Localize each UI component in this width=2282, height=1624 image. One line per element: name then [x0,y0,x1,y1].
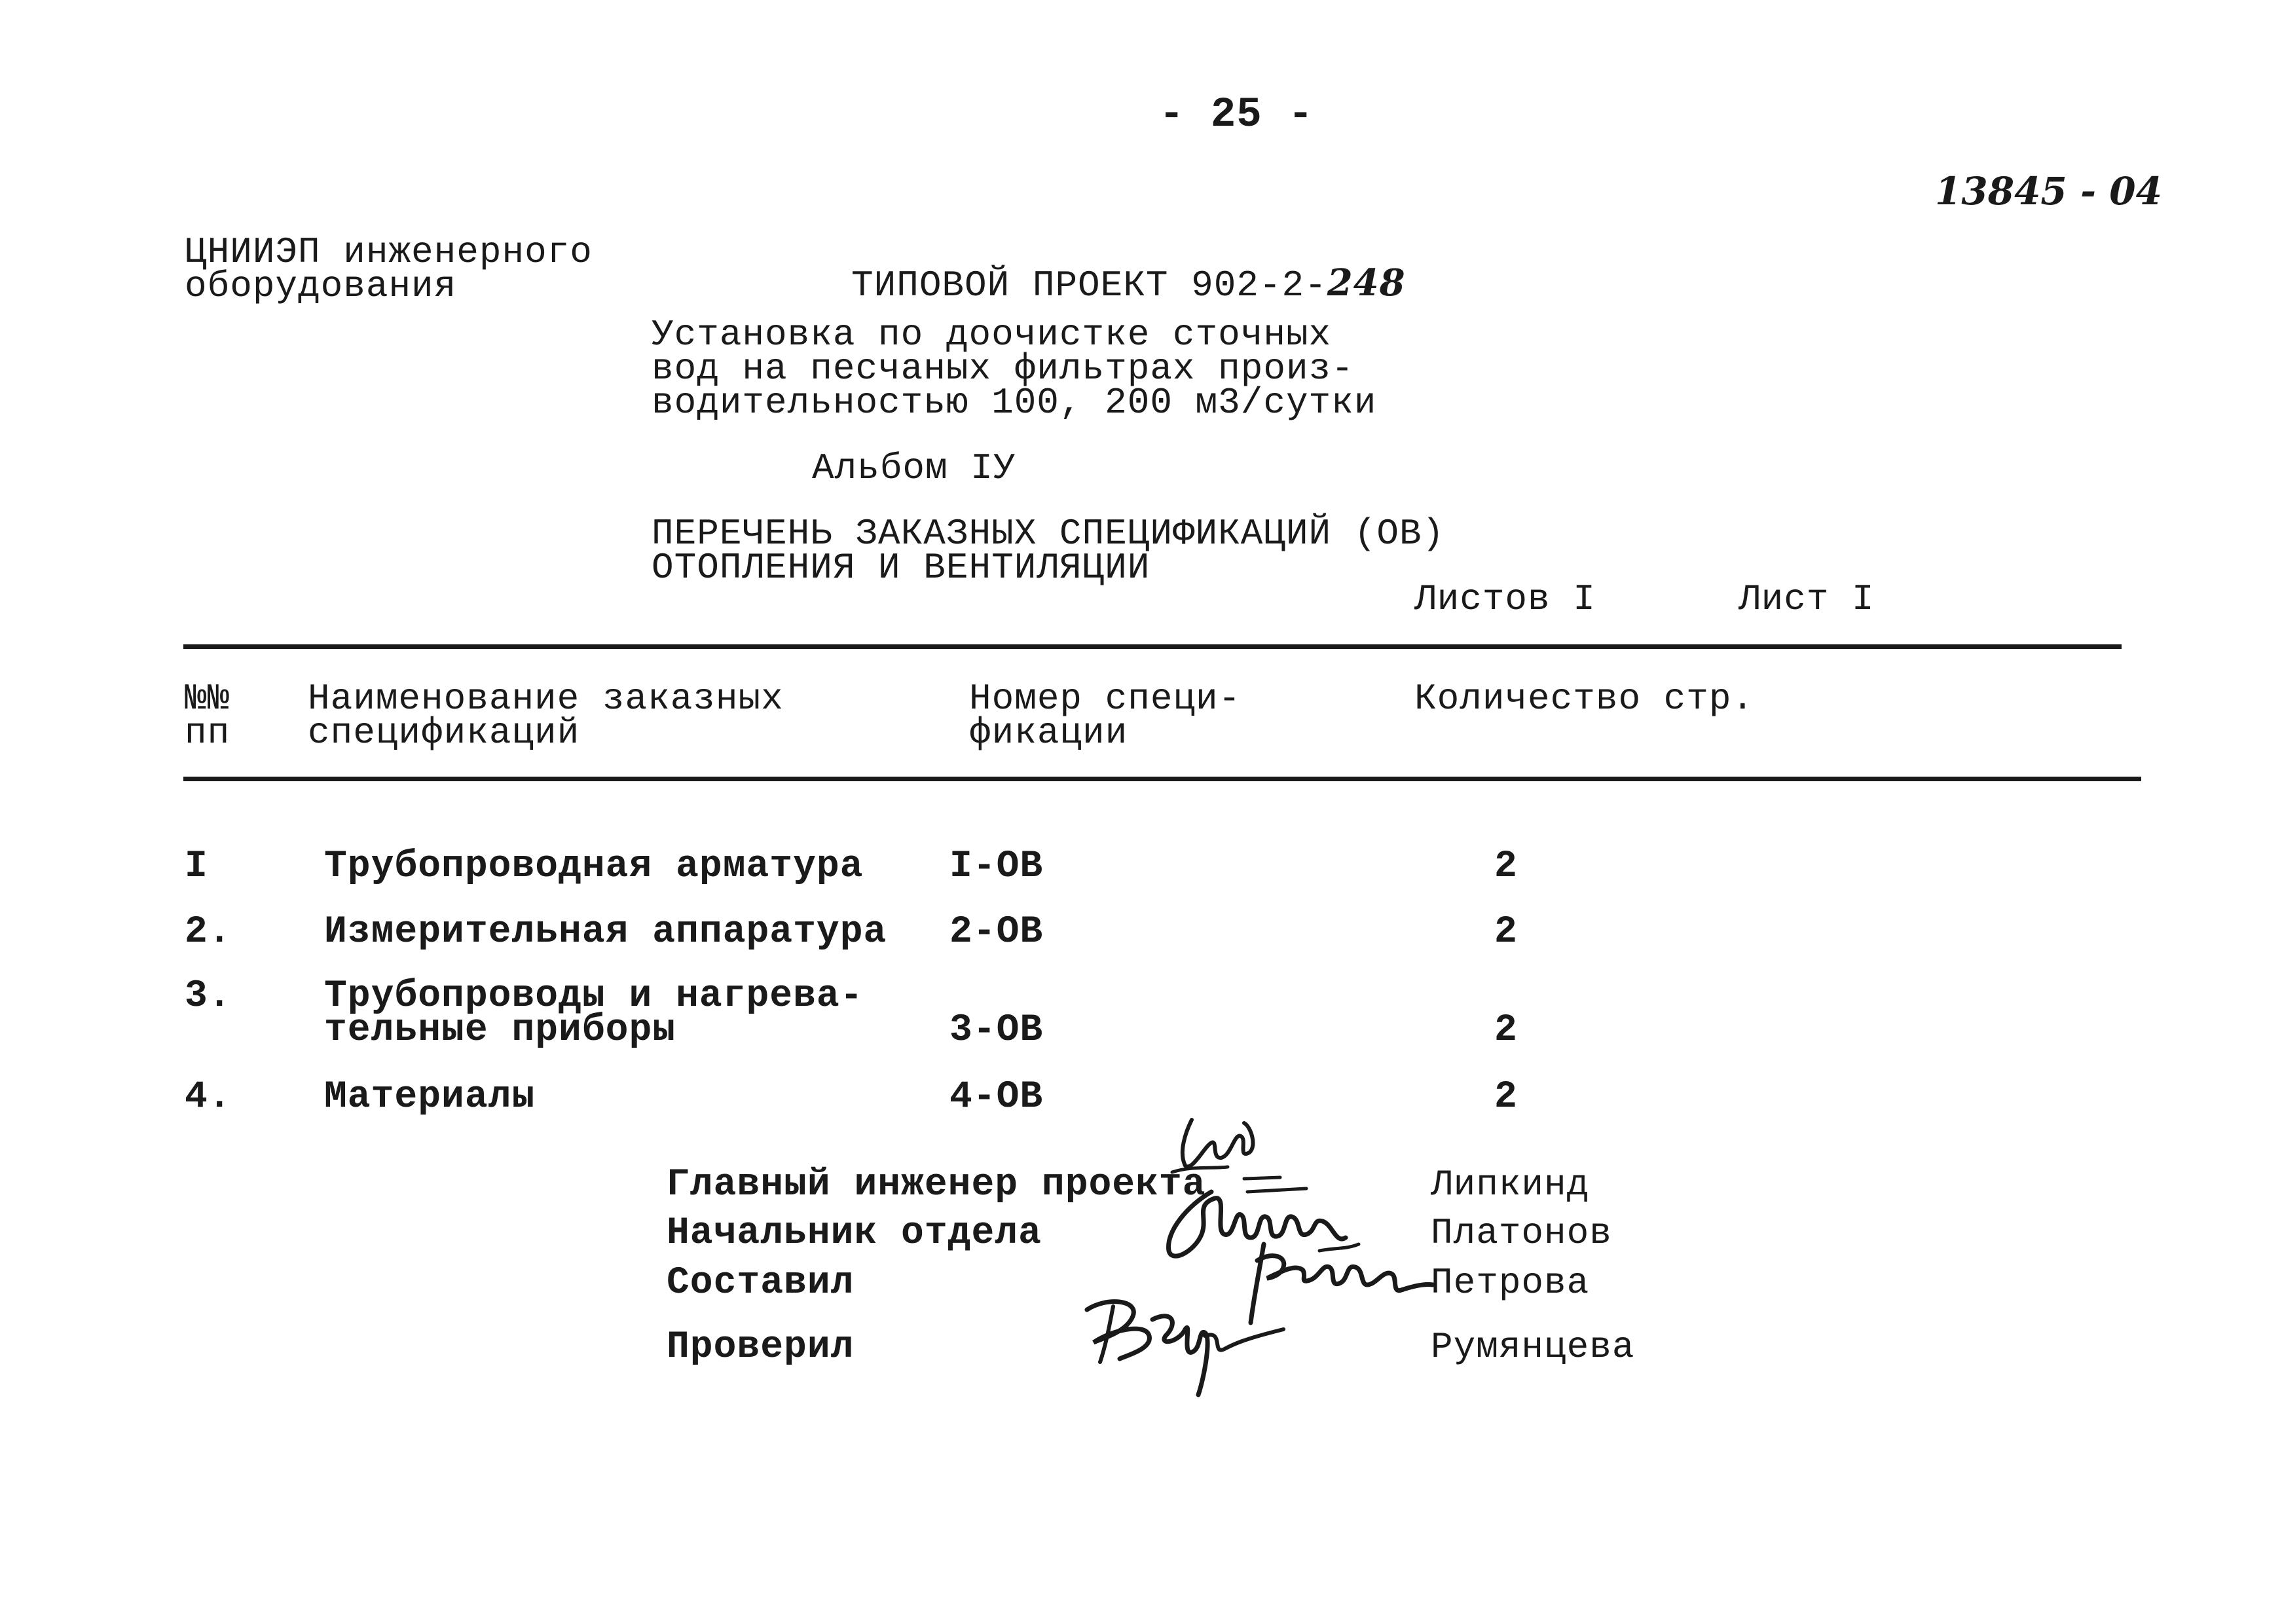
project-description-line-3: водительностью 100, 200 м3/сутки [652,382,1377,424]
row-page-count: 2 [1494,1076,1518,1118]
section-title-line-2: ОТОПЛЕНИЯ И ВЕНТИЛЯЦИИ [652,547,1150,589]
role-checked-by: Проверил [667,1326,855,1369]
row-name: Материалы [324,1076,536,1118]
row-name: Измерительная аппаратура [324,911,887,953]
project-description-line-2: вод на песчаных фильтрах произ- [652,348,1354,390]
sheet-number: Лист I [1739,578,1875,620]
table-top-rule [183,644,2122,649]
sheets-total: Листов I [1414,578,1596,620]
name-checked-by: Румянцева [1431,1326,1635,1368]
header-spec-line-2: фикации [969,712,1128,754]
row-spec-number: I-ОВ [949,845,1044,888]
organization-line-2: оборудования [185,265,457,307]
row-number: 4. [185,1076,232,1118]
header-spec-line-1: Номер специ- [969,678,1242,720]
signature-checked-by [1067,1283,1290,1401]
role-compiled-by: Составил [667,1262,855,1304]
row-spec-number: 2-ОВ [949,911,1044,953]
row-name-line-2: тельные приборы [324,1009,676,1052]
row-name: Трубопроводная арматура [324,845,864,888]
project-description-line-1: Установка по доочистке сточных [652,314,1332,356]
header-num-line-1: №№ [185,678,230,720]
header-name-line-1: Наименование заказных [308,678,784,720]
name-department-head: Платонов [1431,1212,1612,1254]
row-spec-number: 4-ОВ [949,1076,1044,1118]
organization-line-1: ЦНИИЭП инженерного [185,231,593,273]
name-compiled-by: Петрова [1431,1262,1590,1304]
row-number: 3. [185,975,232,1018]
row-number: 2. [185,911,232,953]
role-department-head: Начальник отдела [667,1212,1042,1255]
role-chief-engineer: Главный инженер проекта [667,1164,1206,1206]
album-label: Альбом IУ [812,447,1016,489]
page-number: - 25 - [1159,92,1314,139]
table-header-rule [183,777,2141,781]
name-chief-engineer: Липкинд [1431,1164,1590,1206]
row-page-count: 2 [1494,911,1518,953]
row-spec-number: 3-ОВ [949,1009,1044,1052]
row-name-line-1: Трубопроводы и нагрева- [324,975,864,1018]
row-page-count: 2 [1494,1009,1518,1052]
project-title [851,261,1406,306]
row-page-count: 2 [1494,845,1518,888]
row-number: I [185,845,208,888]
document-code: 13845 - 04 [1935,169,2162,213]
section-title-line-1: ПЕРЕЧЕНЬ ЗАКАЗНЫХ СПЕЦИФИКАЦИЙ (ОВ) [652,513,1445,555]
project-title-number: 248 [1327,261,1406,304]
project-title-prefix: ТИПОВОЙ ПРОЕКТ 902-2- [851,265,1327,306]
header-name-line-2: спецификаций [308,712,580,754]
header-pages: Количество стр. [1414,678,1755,720]
header-num-line-2: пп [185,712,230,754]
